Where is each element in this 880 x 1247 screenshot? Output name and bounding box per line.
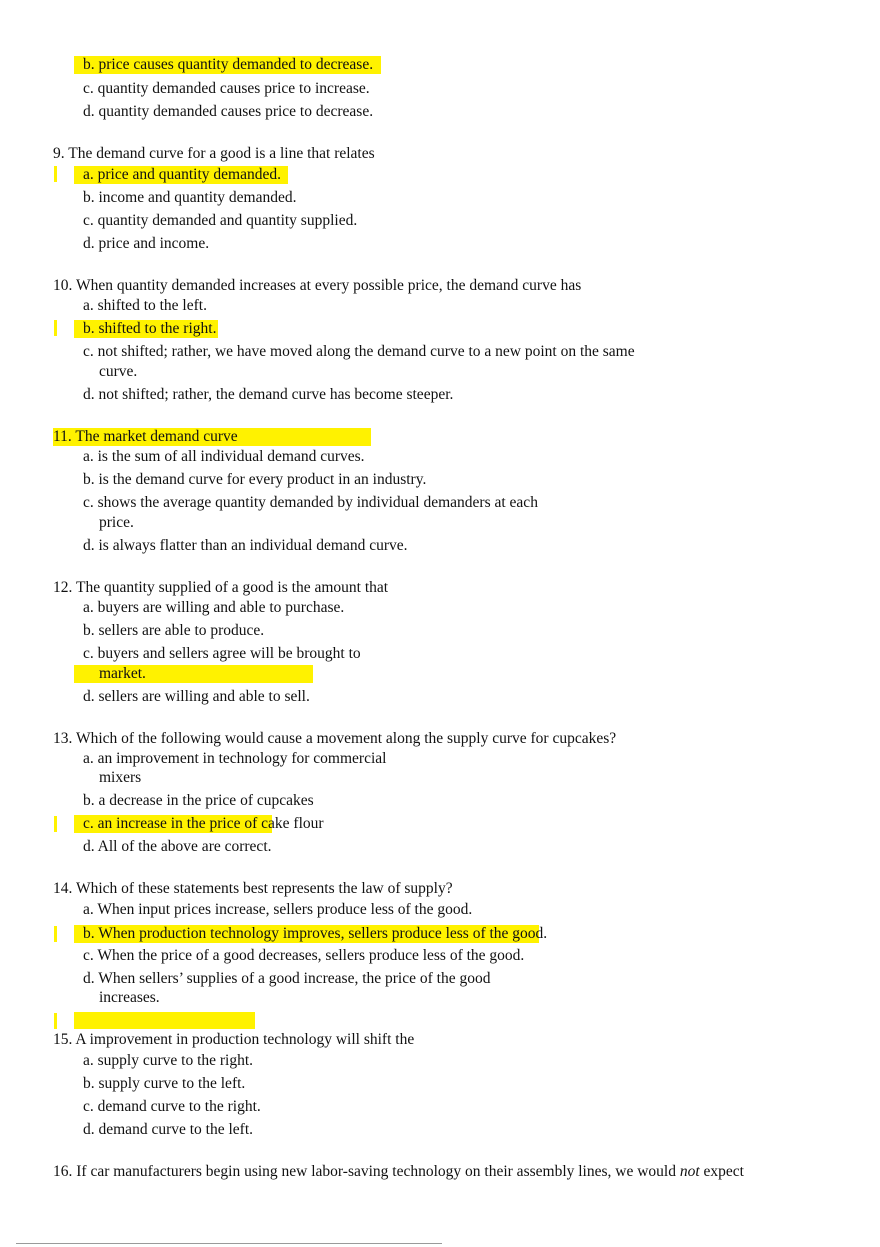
q14-stem: 14. Which of these statements best represents the law of supply? — [53, 880, 453, 897]
margin-mark-q10b — [54, 320, 57, 336]
q8-option-d: d. quantity demanded causes price to decrease. — [83, 103, 374, 120]
q10-option-b: b. shifted to the right. — [83, 320, 217, 337]
q13-stem: 13. Which of the following would cause a movement along the supply curve for cupcakes? — [53, 730, 617, 747]
q13-option-c: c. an increase in the price of cake flour — [83, 815, 324, 832]
q9-option-c: c. quantity demanded and quantity supplied. — [83, 212, 358, 229]
q13-option-a: a. an improvement in technology for commercial — [83, 750, 387, 767]
q11-option-c: c. shows the average quantity demanded by individual demanders at each — [83, 494, 538, 511]
q9-option-a: a. price and quantity demanded. — [83, 166, 281, 183]
q15-option-c: c. demand curve to the right. — [83, 1098, 261, 1115]
q12-option-d: d. sellers are willing and able to sell. — [83, 688, 310, 705]
q13-option-b: b. a decrease in the price of cupcakes — [83, 792, 314, 809]
q8-option-b: b. price causes quantity demanded to decrease. — [83, 56, 374, 73]
q16-stem — [53, 1162, 744, 1182]
q16-stem-tail: expect — [699, 1163, 744, 1180]
q15-option-d: d. demand curve to the left. — [83, 1121, 254, 1138]
q14-option-d: d. When sellers’ supplies of a good increase, the price of the good — [83, 970, 491, 987]
margin-mark-q13c — [54, 816, 57, 832]
q15-option-b: b. supply curve to the left. — [83, 1075, 246, 1092]
q11-stem: 11. The market demand curve — [53, 428, 238, 445]
q9-stem: 9. The demand curve for a good is a line that relates — [53, 145, 375, 162]
q10-stem: 10. When quantity demanded increases at every possible price, the demand curve has — [53, 277, 582, 294]
q15-stem: 15. A improvement in production technology will shift the — [53, 1031, 415, 1048]
q10-option-d: d. not shifted; rather, the demand curve has become steeper. — [83, 386, 454, 403]
q12-option-c: c. buyers and sellers agree will be brought to — [83, 645, 361, 662]
margin-mark-q9a — [54, 166, 57, 182]
q11-option-b: b. is the demand curve for every product in an industry. — [83, 471, 427, 488]
q12-option-c-cont: market. — [99, 665, 146, 682]
q10-option-a: a. shifted to the left. — [83, 297, 207, 314]
margin-mark-q14b — [54, 926, 57, 942]
q11-option-c-cont: price. — [99, 514, 134, 531]
highlight-q15-gap — [74, 1012, 255, 1029]
q8-option-c: c. quantity demanded causes price to increase. — [83, 80, 370, 97]
q11-option-d: d. is always flatter than an individual demand curve. — [83, 537, 408, 554]
q14-option-c: c. When the price of a good decreases, sellers produce less of the good. — [83, 947, 525, 964]
q15-option-a: a. supply curve to the right. — [83, 1052, 254, 1069]
margin-mark-q15 — [54, 1013, 57, 1029]
q11-option-a: a. is the sum of all individual demand curves. — [83, 448, 365, 465]
q14-option-a: a. When input prices increase, sellers produce less of the good. — [83, 901, 473, 918]
q12-stem: 12. The quantity supplied of a good is the amount that — [53, 579, 389, 596]
q12-option-b: b. sellers are able to produce. — [83, 622, 265, 639]
q9-option-d: d. price and income. — [83, 235, 210, 252]
q9-option-b: b. income and quantity demanded. — [83, 189, 297, 206]
q16-stem-emphasis: not — [679, 1163, 700, 1180]
q12-option-a: a. buyers are willing and able to purchase. — [83, 599, 345, 616]
q16-stem-text: 16. If car manufacturers begin using new labor-saving technology on their assembly lines, we would — [53, 1163, 680, 1180]
q14-option-b: b. When production technology improves, sellers produce less of the good. — [83, 925, 548, 942]
q13-option-a-cont: mixers — [99, 769, 142, 786]
q10-option-c: c. not shifted; rather, we have moved along the demand curve to a new point on the same — [83, 343, 635, 360]
q14-option-d-cont: increases. — [99, 989, 160, 1006]
footer-rule — [16, 1243, 442, 1244]
q10-option-c-cont: curve. — [99, 363, 138, 380]
q13-option-d: d. All of the above are correct. — [83, 838, 272, 855]
